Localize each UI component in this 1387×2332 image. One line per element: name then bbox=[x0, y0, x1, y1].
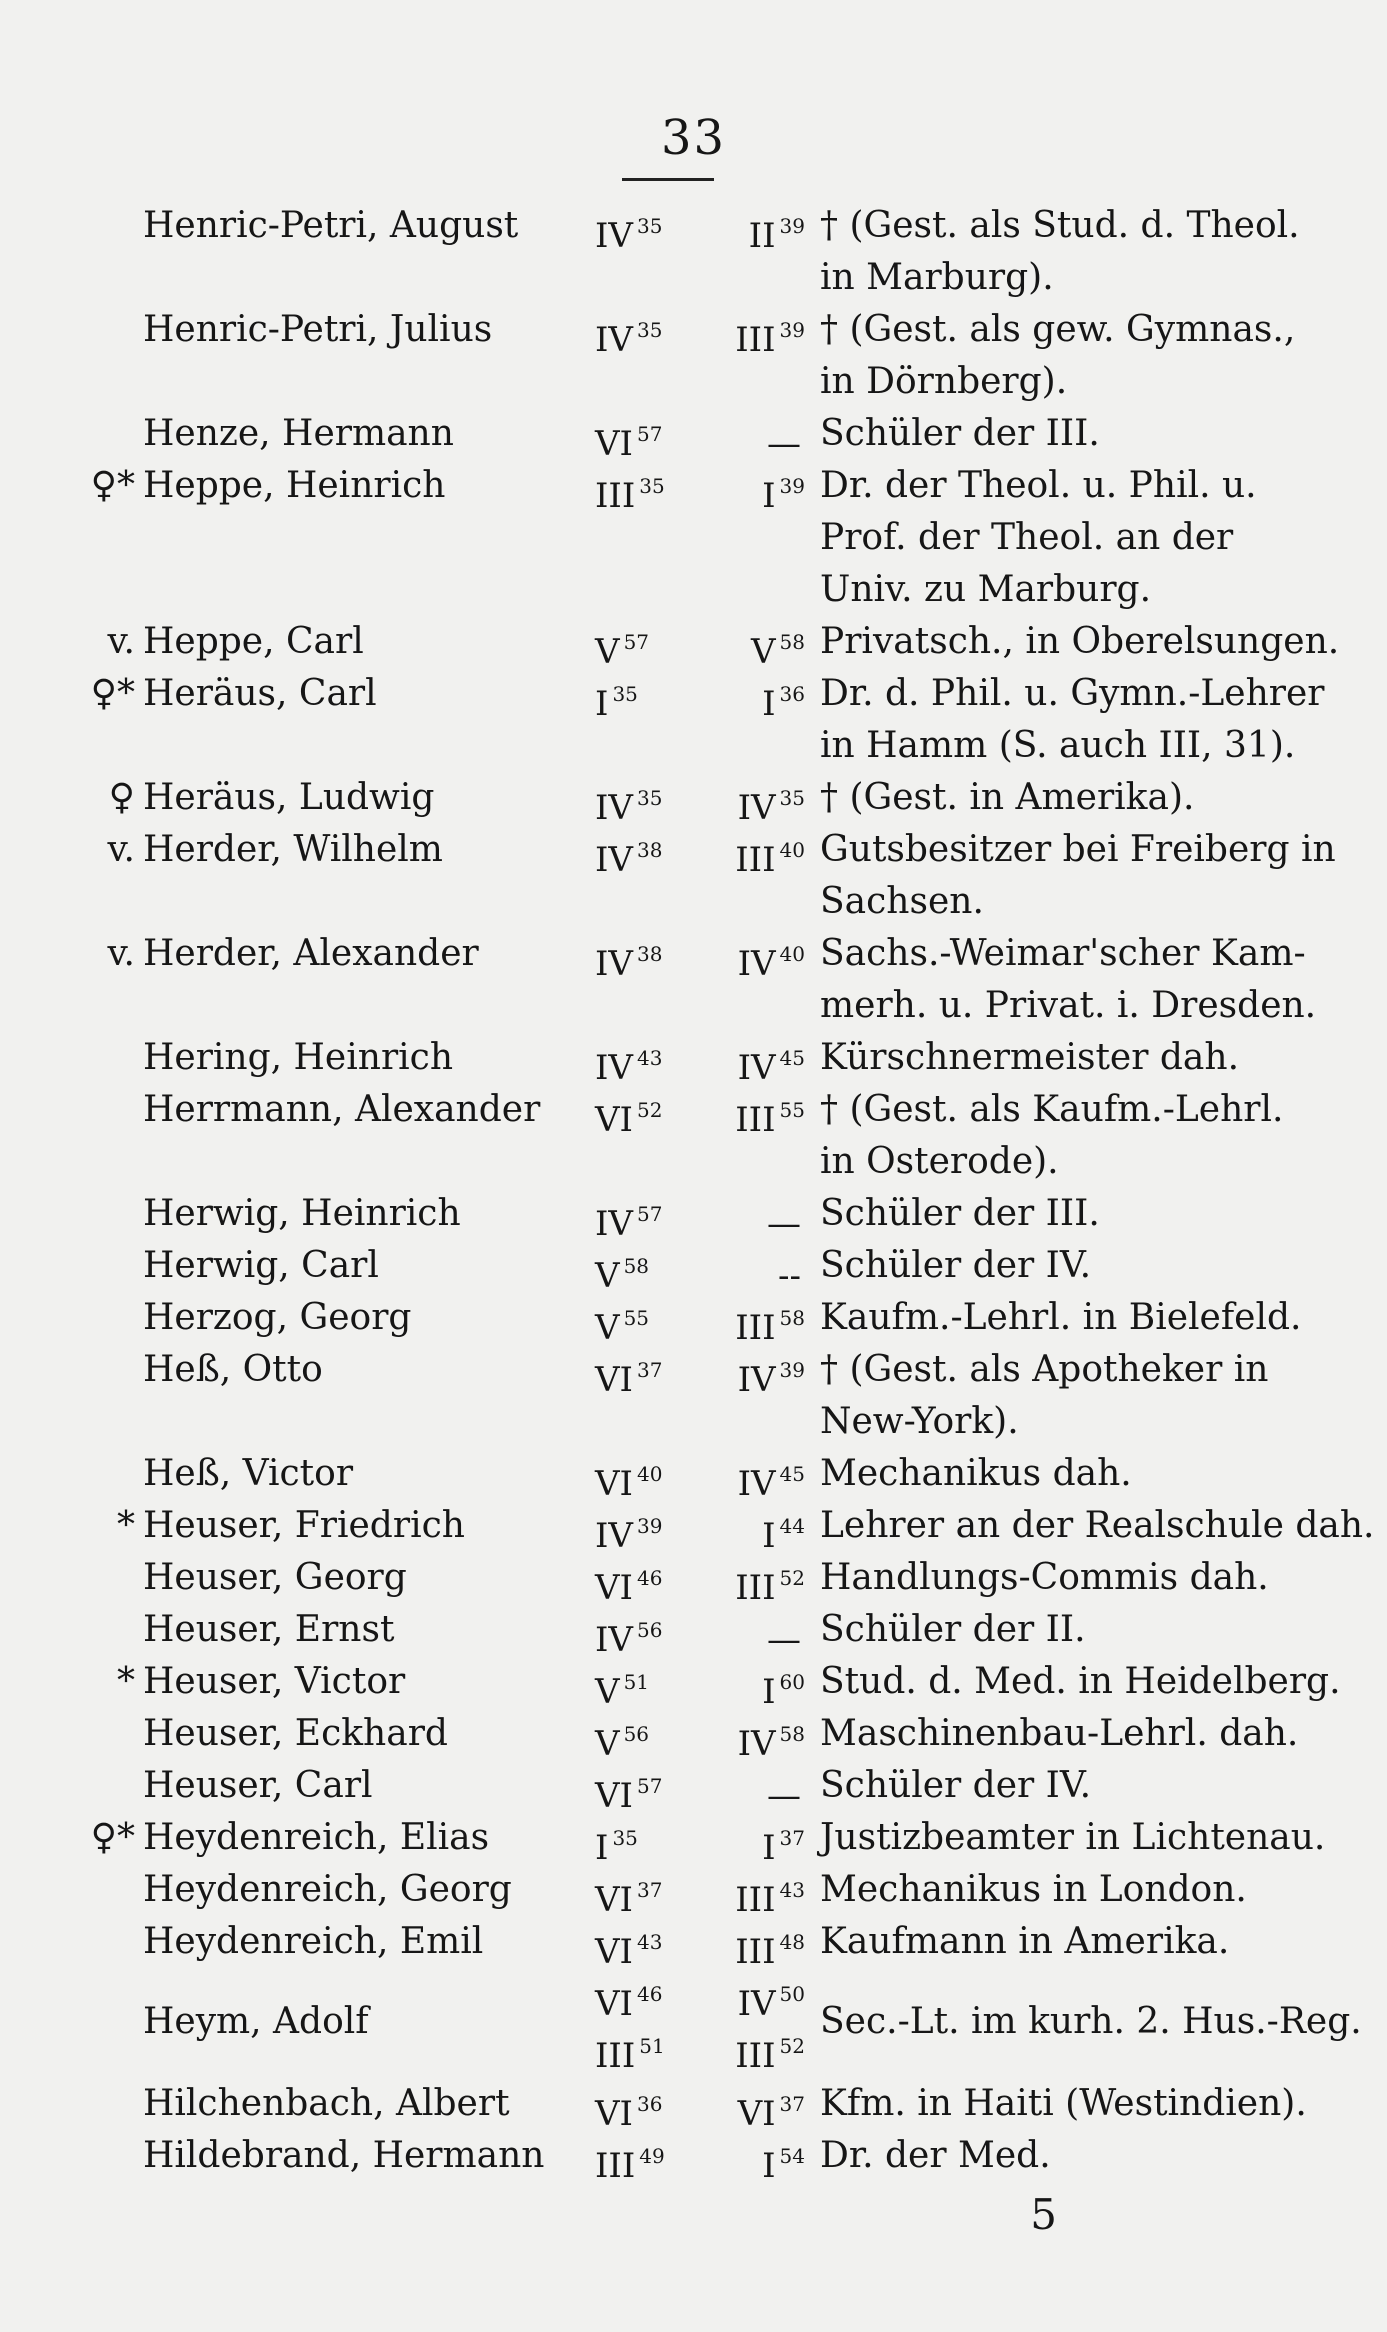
entry-description: † (Gest. als Stud. d. Theol. bbox=[820, 205, 1300, 246]
entry-class-in-value: VI bbox=[595, 1568, 633, 1608]
entry-description: Mechanikus dah. bbox=[820, 1453, 1132, 1494]
entry-line bbox=[55, 1916, 1355, 1972]
register-entry bbox=[55, 200, 1355, 304]
entry-class-in-value: VI bbox=[595, 1360, 633, 1400]
register-entry bbox=[55, 1552, 1355, 1608]
entry-class-out-value: III bbox=[735, 840, 776, 880]
entry-description-cont: Prof. der Theol. an der bbox=[820, 517, 1234, 558]
entry-description: Stud. d. Med. in Heidelberg. bbox=[820, 1661, 1341, 1702]
entry-name: Heuser, Friedrich bbox=[143, 1505, 465, 1546]
entry-class-in-year: 40 bbox=[636, 1462, 663, 1486]
entry-description-cont: New-York). bbox=[820, 1401, 1019, 1442]
entry-class-in-year: 39 bbox=[636, 1514, 663, 1538]
entry-list bbox=[55, 200, 1375, 2186]
entry-class-in-value: V bbox=[595, 1308, 620, 1348]
entry-name: Heß, Victor bbox=[143, 1453, 354, 1494]
entry-name: Hilchenbach, Albert bbox=[143, 2083, 510, 2124]
heym-class-out-2-year: 52 bbox=[779, 2034, 805, 2058]
entry-description: Dr. d. Phil. u. Gymn.-Lehrer bbox=[820, 673, 1325, 714]
entry-class-out-value: I bbox=[762, 1828, 776, 1868]
entry-class-out-value: IV bbox=[737, 1464, 776, 1504]
entry-class-out-year: 37 bbox=[779, 1826, 805, 1850]
page-number: 33 bbox=[660, 110, 727, 166]
entry-description: Schüler der IV. bbox=[820, 1765, 1092, 1806]
entry-class-in-value: IV bbox=[595, 1516, 633, 1556]
entry-class-in-year: 37 bbox=[636, 1358, 663, 1382]
entry-name: Heuser, Ernst bbox=[143, 1609, 395, 1650]
entry-line bbox=[55, 408, 1355, 464]
entry-description: Schüler der III. bbox=[820, 1193, 1100, 1234]
entry-line bbox=[55, 1344, 1355, 1400]
entry-class-in-year: 57 bbox=[636, 1774, 663, 1798]
entry-class-in-year: 58 bbox=[623, 1254, 650, 1278]
entry-class-in-year: 35 bbox=[612, 1826, 638, 1850]
entry-class-in-year: 35 bbox=[612, 682, 638, 706]
entry-line bbox=[55, 1448, 1355, 1504]
entry-description: Schüler der IV. bbox=[820, 1245, 1092, 1286]
entry-class-out-year: 36 bbox=[779, 682, 805, 706]
entry-line bbox=[55, 2078, 1355, 2134]
entry-name: Herzog, Georg bbox=[143, 1297, 412, 1338]
entry-continuation-line bbox=[55, 980, 1355, 1032]
entry-class-out-year: 58 bbox=[779, 1306, 805, 1330]
entry-class-out-value: -- bbox=[778, 1256, 801, 1296]
entry-continuation-line bbox=[55, 1136, 1355, 1188]
entry-prefix: ♀* bbox=[90, 673, 135, 714]
entry-prefix: v. bbox=[107, 621, 135, 662]
entry-description: Mechanikus in London. bbox=[820, 1869, 1247, 1910]
entry-class-out-year: 58 bbox=[779, 630, 805, 654]
register-entry bbox=[55, 772, 1355, 828]
heym-class-in-2-year: 51 bbox=[639, 2034, 665, 2058]
entry-class-in-value: IV bbox=[595, 1048, 633, 1088]
entry-line bbox=[55, 1188, 1355, 1244]
register-entry bbox=[55, 1292, 1355, 1348]
entry-line bbox=[55, 1552, 1355, 1608]
heym-class-in-2-value: III bbox=[595, 2036, 636, 2076]
entry-class-out-value: IV bbox=[737, 1724, 776, 1764]
entry-class-in-value: IV bbox=[595, 320, 633, 360]
entry-class-in-value: VI bbox=[595, 2094, 633, 2134]
entry-description: Handlungs-Commis dah. bbox=[820, 1557, 1269, 1598]
register-entry bbox=[55, 304, 1355, 408]
entry-class-in-year: 57 bbox=[636, 422, 663, 446]
entry-class-out-year: 48 bbox=[779, 1930, 805, 1954]
register-entry bbox=[55, 928, 1355, 1032]
entry-class-in-value: VI bbox=[595, 1880, 633, 1920]
entry-name: Heuser, Eckhard bbox=[143, 1713, 448, 1754]
entry-class-in-value: V bbox=[595, 632, 620, 672]
register-entry bbox=[55, 1188, 1355, 1244]
entry-description: † (Gest. als gew. Gymnas., bbox=[820, 309, 1296, 350]
entry-class-in-year: 51 bbox=[623, 1670, 650, 1694]
entry-line bbox=[55, 1656, 1355, 1712]
entry-class-out-year: 45 bbox=[779, 1046, 805, 1070]
entry-class-out-year: 39 bbox=[779, 318, 805, 342]
entry-class-in-year: 35 bbox=[636, 318, 663, 342]
entry-description-cont: in Dörnberg). bbox=[820, 361, 1068, 402]
entry-class-out-value: II bbox=[748, 216, 776, 256]
entry-name: Herder, Wilhelm bbox=[143, 829, 443, 870]
entry-class-out-year: 52 bbox=[779, 1566, 805, 1590]
entry-class-out-value: IV bbox=[737, 944, 776, 984]
entry-class-in-year: 57 bbox=[623, 630, 650, 654]
entry-line bbox=[55, 1812, 1355, 1868]
entry-description-cont: in Osterode). bbox=[820, 1141, 1059, 1182]
entry-description: † (Gest. in Amerika). bbox=[820, 777, 1195, 818]
entry-class-in-value: I bbox=[595, 1828, 609, 1868]
entry-class-in-year: 36 bbox=[636, 2092, 663, 2116]
entry-class-in-year: 35 bbox=[636, 786, 663, 810]
entry-line bbox=[55, 1292, 1355, 1348]
entry-name: Heydenreich, Georg bbox=[143, 1869, 512, 1910]
entry-description-cont: merh. u. Privat. i. Dresden. bbox=[820, 985, 1317, 1026]
register-entry bbox=[55, 408, 1355, 464]
entry-name: Heydenreich, Elias bbox=[143, 1817, 490, 1858]
entry-class-out-year: 43 bbox=[779, 1878, 805, 1902]
entry-line bbox=[55, 1084, 1355, 1140]
heym-class-out-2-value: III bbox=[735, 2036, 776, 2076]
entry-class-out-value: III bbox=[735, 1100, 776, 1140]
entry-description: Maschinenbau-Lehrl. dah. bbox=[820, 1713, 1299, 1754]
heym-class-in-1-year: 46 bbox=[636, 1982, 663, 2006]
entry-description: Kaufmann in Amerika. bbox=[820, 1921, 1230, 1962]
entry-description: Schüler der III. bbox=[820, 413, 1100, 454]
entry-class-in-value: V bbox=[595, 1672, 620, 1712]
entry-description-cont: in Marburg). bbox=[820, 257, 1054, 298]
entry-class-in-year: 57 bbox=[636, 1202, 663, 1226]
register-entry bbox=[55, 1760, 1355, 1816]
entry-name: Herrmann, Alexander bbox=[143, 1089, 541, 1130]
register-entry bbox=[55, 616, 1355, 672]
heym-class-out-1-value: IV bbox=[737, 1984, 776, 2024]
entry-class-in-year: 55 bbox=[623, 1306, 650, 1330]
entry-class-in-value: IV bbox=[595, 788, 633, 828]
entry-name: Heräus, Carl bbox=[143, 673, 377, 714]
entry-line bbox=[55, 1708, 1355, 1764]
entry-name: Heräus, Ludwig bbox=[143, 777, 435, 818]
entry-class-in-year: 46 bbox=[636, 1566, 663, 1590]
entry-class-out bbox=[695, 2130, 805, 2192]
entry-prefix: ♀* bbox=[90, 1817, 135, 1858]
header-rule bbox=[622, 178, 714, 181]
entry-name: Henze, Hermann bbox=[143, 413, 454, 454]
entry-line bbox=[55, 1500, 1375, 1556]
entry-name: Heppe, Carl bbox=[143, 621, 364, 662]
entry-description: Justizbeamter in Lichtenau. bbox=[820, 1817, 1326, 1858]
entry-class-in-year: 52 bbox=[636, 1098, 663, 1122]
entry-class-in-value: IV bbox=[595, 944, 633, 984]
entry-continuation-line bbox=[55, 1396, 1355, 1448]
entry-continuation-line bbox=[55, 512, 1355, 564]
entry-class-in-year: 43 bbox=[636, 1930, 663, 1954]
entry-prefix: v. bbox=[107, 933, 135, 974]
entry-class-out-value: III bbox=[735, 1308, 776, 1348]
entry-description: Sec.-Lt. im kurh. 2. Hus.-Reg. bbox=[820, 2001, 1362, 2042]
entry-description: Privatsch., in Oberelsungen. bbox=[820, 621, 1340, 662]
entry-line bbox=[55, 2130, 1355, 2186]
entry-description-cont: Univ. zu Marburg. bbox=[820, 569, 1152, 610]
entry-class-out-value: IV bbox=[737, 1048, 776, 1088]
entry-class-out-value: — bbox=[767, 1776, 801, 1816]
entry-line bbox=[55, 200, 1355, 256]
entry-class-in-year: 35 bbox=[639, 474, 665, 498]
entry-class-out-value: I bbox=[762, 1672, 776, 1712]
entry-continuation-line bbox=[55, 876, 1355, 928]
entry-line-mid bbox=[55, 1996, 1362, 2048]
entry-class-out-value: — bbox=[767, 424, 801, 464]
entry-description: Kfm. in Haiti (Westindien). bbox=[820, 2083, 1307, 2124]
register-entry bbox=[55, 1812, 1355, 1868]
entry-class-in-value: III bbox=[595, 476, 636, 516]
entry-class-out-value: I bbox=[762, 2146, 776, 2186]
register-entry bbox=[55, 1084, 1355, 1188]
entry-class-in-year: 49 bbox=[639, 2144, 665, 2168]
register-entry bbox=[55, 824, 1355, 928]
entry-line bbox=[55, 928, 1355, 984]
entry-class-out-year: 37 bbox=[779, 2092, 805, 2116]
entry-class-out-value: IV bbox=[737, 788, 776, 828]
entry-class-out-value: III bbox=[735, 1880, 776, 1920]
entry-name: Heuser, Carl bbox=[143, 1765, 373, 1806]
entry-class-in-year: 43 bbox=[636, 1046, 663, 1070]
register-entry bbox=[55, 1032, 1355, 1088]
entry-line bbox=[55, 668, 1355, 724]
entry-class-in-value: VI bbox=[595, 1932, 633, 1972]
entry-class-out-year: 55 bbox=[779, 1098, 805, 1122]
register-entry-heym bbox=[55, 1968, 1362, 2078]
entry-class-out-value: — bbox=[767, 1620, 801, 1660]
register-entry bbox=[55, 1708, 1355, 1764]
entry-class-out-year: 40 bbox=[779, 942, 805, 966]
entry-description: Dr. der Med. bbox=[820, 2135, 1051, 2176]
entry-line bbox=[55, 1760, 1355, 1816]
entry-name: Hering, Heinrich bbox=[143, 1037, 454, 1078]
register-entry bbox=[55, 1344, 1355, 1448]
signature-mark: 5 bbox=[1030, 2190, 1057, 2239]
entry-class-out-year: 39 bbox=[779, 1358, 805, 1382]
entry-name: Henric-Petri, Julius bbox=[143, 309, 493, 350]
entry-class-out-value: VI bbox=[737, 2094, 776, 2134]
entry-description: Lehrer an der Realschule dah. bbox=[820, 1505, 1375, 1546]
register-entry bbox=[55, 1864, 1355, 1920]
entry-class-out-value: III bbox=[735, 320, 776, 360]
entry-continuation-line bbox=[55, 252, 1355, 304]
entry-class-out-value: III bbox=[735, 1932, 776, 1972]
entry-name: Herder, Alexander bbox=[143, 933, 479, 974]
entry-description: † (Gest. als Apotheker in bbox=[820, 1349, 1269, 1390]
entry-name: Herwig, Heinrich bbox=[143, 1193, 461, 1234]
entry-class-in-value: IV bbox=[595, 1204, 633, 1244]
entry-description: Kürschnermeister dah. bbox=[820, 1037, 1240, 1078]
entry-prefix: ♀* bbox=[90, 465, 135, 506]
entry-prefix: * bbox=[117, 1505, 135, 1546]
entry-name: Henric-Petri, August bbox=[143, 205, 519, 246]
entry-class-out-year: 44 bbox=[779, 1514, 805, 1538]
entry-description: Schüler der II. bbox=[820, 1609, 1086, 1650]
entry-class-in-value: VI bbox=[595, 424, 633, 464]
register-entry bbox=[55, 2078, 1355, 2134]
entry-line bbox=[55, 1864, 1355, 1920]
entry-name: Heuser, Victor bbox=[143, 1661, 406, 1702]
entry-class-out-value: IV bbox=[737, 1360, 776, 1400]
entry-class-out-value: I bbox=[762, 476, 776, 516]
entry-name: Heym, Adolf bbox=[143, 2001, 369, 2042]
entry-class-in-value: IV bbox=[595, 216, 633, 256]
entry-name: Heß, Otto bbox=[143, 1349, 323, 1390]
entry-class-out-value: — bbox=[767, 1204, 801, 1244]
entry-class-in-value: V bbox=[595, 1724, 620, 1764]
entry-name: Heppe, Heinrich bbox=[143, 465, 446, 506]
entry-class-out-year: 39 bbox=[779, 214, 805, 238]
entry-line bbox=[55, 824, 1355, 880]
register-entry bbox=[55, 1656, 1355, 1712]
entry-class-in-year: 38 bbox=[636, 942, 663, 966]
entry-continuation-line bbox=[55, 720, 1355, 772]
entry-class-in-value: VI bbox=[595, 1100, 633, 1140]
entry-class-out-year: 45 bbox=[779, 1462, 805, 1486]
entry-class-out-year: 60 bbox=[779, 1670, 805, 1694]
entry-class-in-value: I bbox=[595, 684, 609, 724]
entry-description-cont: in Hamm (S. auch III, 31). bbox=[820, 725, 1296, 766]
entry-class-out-year: 40 bbox=[779, 838, 805, 862]
entry-continuation-line bbox=[55, 356, 1355, 408]
entry-description: † (Gest. als Kaufm.-Lehrl. bbox=[820, 1089, 1284, 1130]
entry-class-out-year: 35 bbox=[779, 786, 805, 810]
register-entry bbox=[55, 1916, 1355, 1972]
register-entry bbox=[55, 668, 1355, 772]
entry-name: Hildebrand, Hermann bbox=[143, 2135, 545, 2176]
entry-class-in-year: 37 bbox=[636, 1878, 663, 1902]
entry-class-out-year: 39 bbox=[779, 474, 805, 498]
entry-class-in-year: 56 bbox=[636, 1618, 663, 1642]
register-entry bbox=[55, 1240, 1355, 1296]
register-entry bbox=[55, 1604, 1355, 1660]
entry-line bbox=[55, 772, 1355, 828]
entry-description-cont: Sachsen. bbox=[820, 881, 984, 922]
entry-prefix: * bbox=[117, 1661, 135, 1702]
entry-name: Heuser, Georg bbox=[143, 1557, 407, 1598]
entry-class-out-value: I bbox=[762, 1516, 776, 1556]
entry-line bbox=[55, 1604, 1355, 1660]
entry-class-in-year: 35 bbox=[636, 214, 663, 238]
entry-line bbox=[55, 1032, 1355, 1088]
entry-name: Herwig, Carl bbox=[143, 1245, 379, 1286]
entry-description: Dr. der Theol. u. Phil. u. bbox=[820, 465, 1257, 506]
entry-continuation-line bbox=[55, 564, 1355, 616]
entry-class-in-value: III bbox=[595, 2146, 636, 2186]
entry-class-in-value: VI bbox=[595, 1776, 633, 1816]
entry-class-out-value: V bbox=[750, 632, 776, 672]
entry-prefix: v. bbox=[107, 829, 135, 870]
entry-class-in-year: 38 bbox=[636, 838, 663, 862]
heym-class-in-1-value: VI bbox=[595, 1984, 633, 2024]
entry-description: Sachs.-Weimar'scher Kam- bbox=[820, 933, 1306, 974]
heym-class-out-1-year: 50 bbox=[779, 1982, 805, 2006]
entry-description: Gutsbesitzer bei Freiberg in bbox=[820, 829, 1336, 870]
entry-class-in bbox=[595, 2130, 695, 2192]
entry-class-in-value: IV bbox=[595, 840, 633, 880]
entry-class-in-value: IV bbox=[595, 1620, 633, 1660]
entry-class-in-year: 56 bbox=[623, 1722, 650, 1746]
entry-class-out-value: I bbox=[762, 684, 776, 724]
register-entry bbox=[55, 1448, 1355, 1504]
entry-line bbox=[55, 1240, 1355, 1296]
register-entry bbox=[55, 2130, 1355, 2186]
entry-class-out-year: 58 bbox=[779, 1722, 805, 1746]
entry-class-in-value: V bbox=[595, 1256, 620, 1296]
entry-line bbox=[55, 460, 1355, 516]
entry-class-out-value: III bbox=[735, 1568, 776, 1608]
entry-class-in-value: VI bbox=[595, 1464, 633, 1504]
entry-line bbox=[55, 616, 1355, 672]
entry-line bbox=[55, 304, 1355, 360]
register-entry bbox=[55, 1500, 1375, 1556]
entry-description: Kaufm.-Lehrl. in Bielefeld. bbox=[820, 1297, 1302, 1338]
entry-name: Heydenreich, Emil bbox=[143, 1921, 484, 1962]
entry-prefix: ♀ bbox=[108, 777, 135, 818]
register-entry bbox=[55, 460, 1355, 616]
entry-class-out-year: 54 bbox=[779, 2144, 805, 2168]
